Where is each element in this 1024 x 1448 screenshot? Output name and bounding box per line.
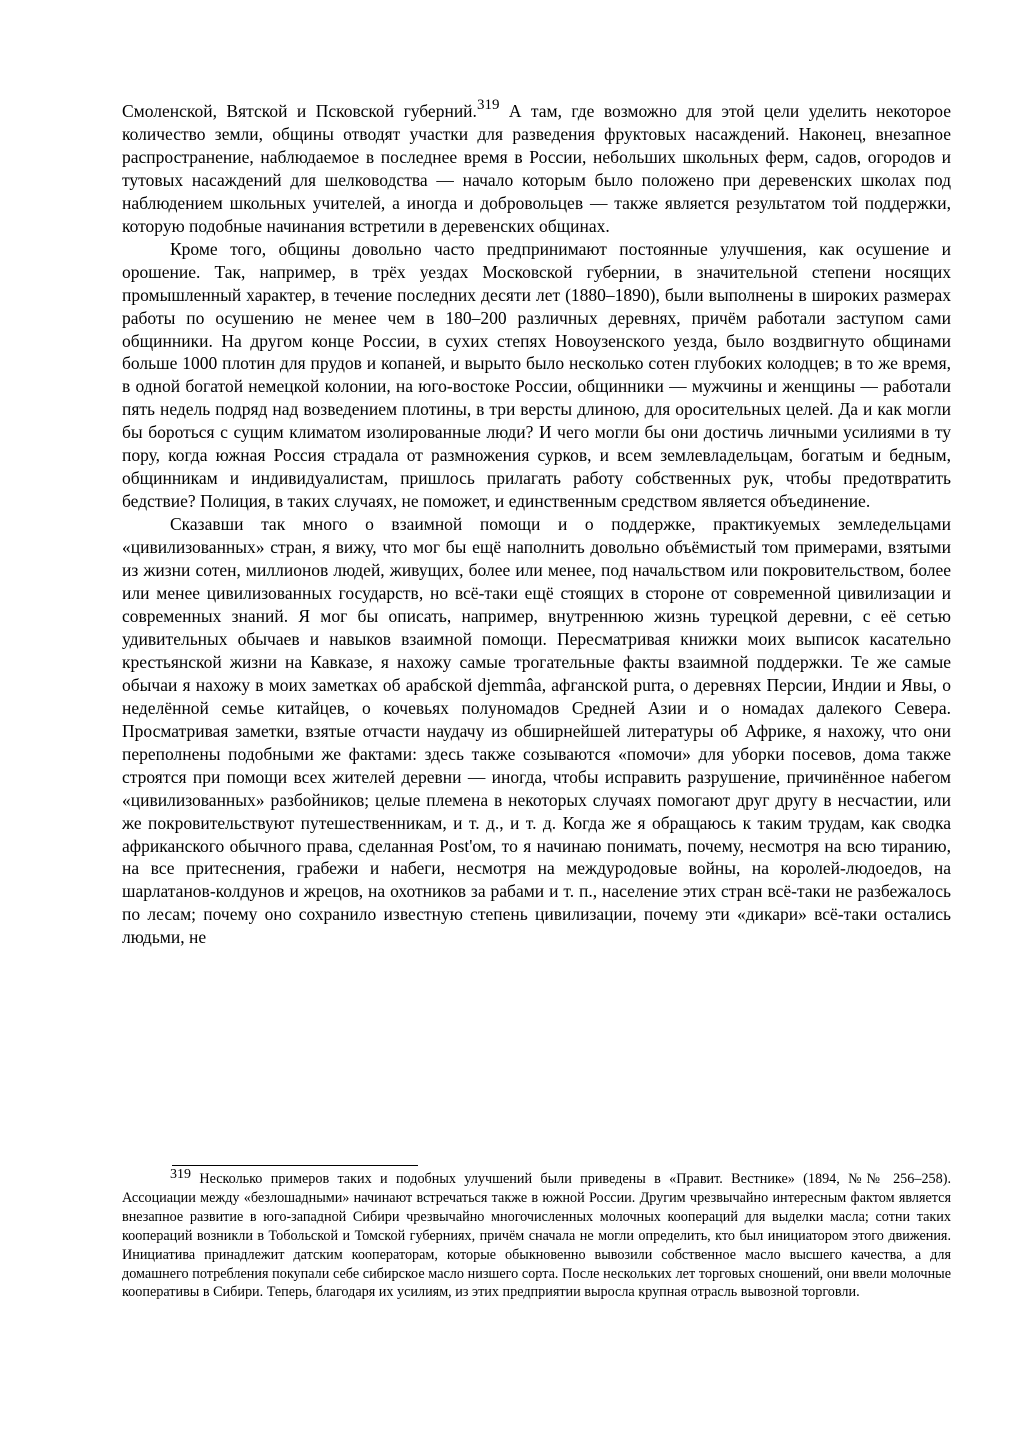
paragraph-2: Кроме того, общины довольно часто предпринимают постоянные улучшения, как осушение и орошение. Так, например, в трёх уездах Московской губернии, в значительной степени носящих промышленный характер, в течение последних десяти лет (1880–1890), были выполнены в широких размерах работы по осушению не менее чем в 180–200 различных деревнях, причём работали заступом сами общинники. На другом конце России, в сухих степях Новоузенского уезда, было воздвигнуто общинами больше 1000 плотин для прудов и копаней, и вырыто было несколько сотен глубоких колодцев; в то же время, в одной богатой немецкой колонии, на юго-востоке России, общинники — мужчины и женщины — работали пять недель подряд над возведением плотины, в три версты длиною, для оросительных целей. Да и как могли бы бороться с сущим климатом изолированные люди? И чего могли бы они достичь личными усилиями в ту пору, когда южная Россия страдала от размножения сурков, и всем землевладельцам, богатым и бедным, общинникам и индивидуалистам, пришлось прилагать работу собственных рук, чтобы предотвратить бедствие? Полиция, в таких случаях, не поможет, и единственным средством является объединение. — [122, 238, 951, 512]
footnote — [122, 1167, 951, 1302]
footnote-reference: 319 — [476, 97, 500, 113]
paragraph-1 — [122, 97, 952, 238]
footnote-text: Несколько примеров таких и подобных улучшений были приведены в «Правит. Вестнике» (1894, №№ 256–258). Ассоциации между «безлошадными» начинают встречаться также в южной России. Другим чрезвычайно интересным фактом является внезапное развитие в юго-западной Сибири чрезвычайно многочисленных молочных коопераций для выделки масла; сотни таких коопераций возникли в Тобольской и Томской губерниях, причём сначала не могли определить, кто был инициатором этого движения. Инициатива принадлежит датским кооператорам, которые обыкновенно вывозили собственное масло высшего качества, а для домашнего потребления покупали себе сибирское масло низшего сорта. После нескольких лет торговых сношений, они ввели молочные кооперативы в Сибири. Теперь, благодаря их усилиям, из этих предприятии выросла крупная отрасль вывозной торговли. — [122, 1171, 951, 1301]
paragraph-1-start: Смоленской, Вятской и Псковской губерний. — [122, 101, 477, 121]
footnote-number: 319 — [170, 1167, 191, 1182]
paragraph-3: Сказавши так много о взаимной помощи и о поддержке, практикуемых земледельцами «цивилизованных» стран, я вижу, что мог бы ещё наполнить довольно объёмистый том примерами, взятыми из жизни сотен, миллионов людей, живущих, более или менее, под начальством или покровительством, более или менее цивилизованных государств, но всё-таки ещё стоящих в стороне от современной цивилизации и современных знаний. Я мог бы описать, например, внутреннюю жизнь турецкой деревни, с её сетью удивительных обычаев и навыков взаимной помощи. Пересматривая книжки моих выписок касательно крестьянской жизни на Кавказе, я нахожу самые трогательные факты взаимной поддержки. Те же самые обычаи я нахожу в моих заметках об арабской djemmâa, афганской purra, о деревнях Персии, Индии и Явы, о неделённой семье китайцев, о кочевьях полуномадов Средней Азии и о номадах далекого Севера. Просматривая заметки, взятые отчасти наудачу из обширнейшей литературы об Африке, я нахожу, что они переполнены подобными же фактами: здесь также созываются «помочи» для уборки посевов, дома также строятся при помощи всех жителей деревни — иногда, чтобы исправить разрушение, причинённое набегом «цивилизованных» разбойников; целые племена в некоторых случаях помогают друг другу в несчастии, или же покровительствуют путешественникам, и т. д., и т. д. Когда же я обращаюсь к таким трудам, как сводка африканского обычного права, сделанная Post'ом, то я начинаю понимать, почему, несмотря на всю тиранию, на все притеснения, грабежи и набеги, несмотря на междуродовые войны, на королей-людоедов, на шарлатанов-колдунов и жрецов, на охотников за рабами и т. п., население этих стран всё-таки не разбежалось по лесам; почему оно сохранило известную степень цивилизации, почему эти «дикари» всё-таки остались людьми, не — [122, 514, 951, 948]
footnote-separator — [172, 1165, 418, 1166]
paragraph-1-rest: А там, где возможно для этой цели уделить некоторое количество земли, общины отводят участки для разведения фруктовых насаждений. Наконец, внезапное распространение, наблюдаемое в последнее время в России, небольших школьных ферм, садов, огородов и тутовых насаждений для шелководства — начало которым было положено при деревенских школах под наблюдением школьных учителей, а иногда и добровольцев — также является результатом той поддержки, которую подобные начинания встретили в деревенских общинах. — [122, 101, 952, 236]
body-text — [122, 97, 952, 949]
